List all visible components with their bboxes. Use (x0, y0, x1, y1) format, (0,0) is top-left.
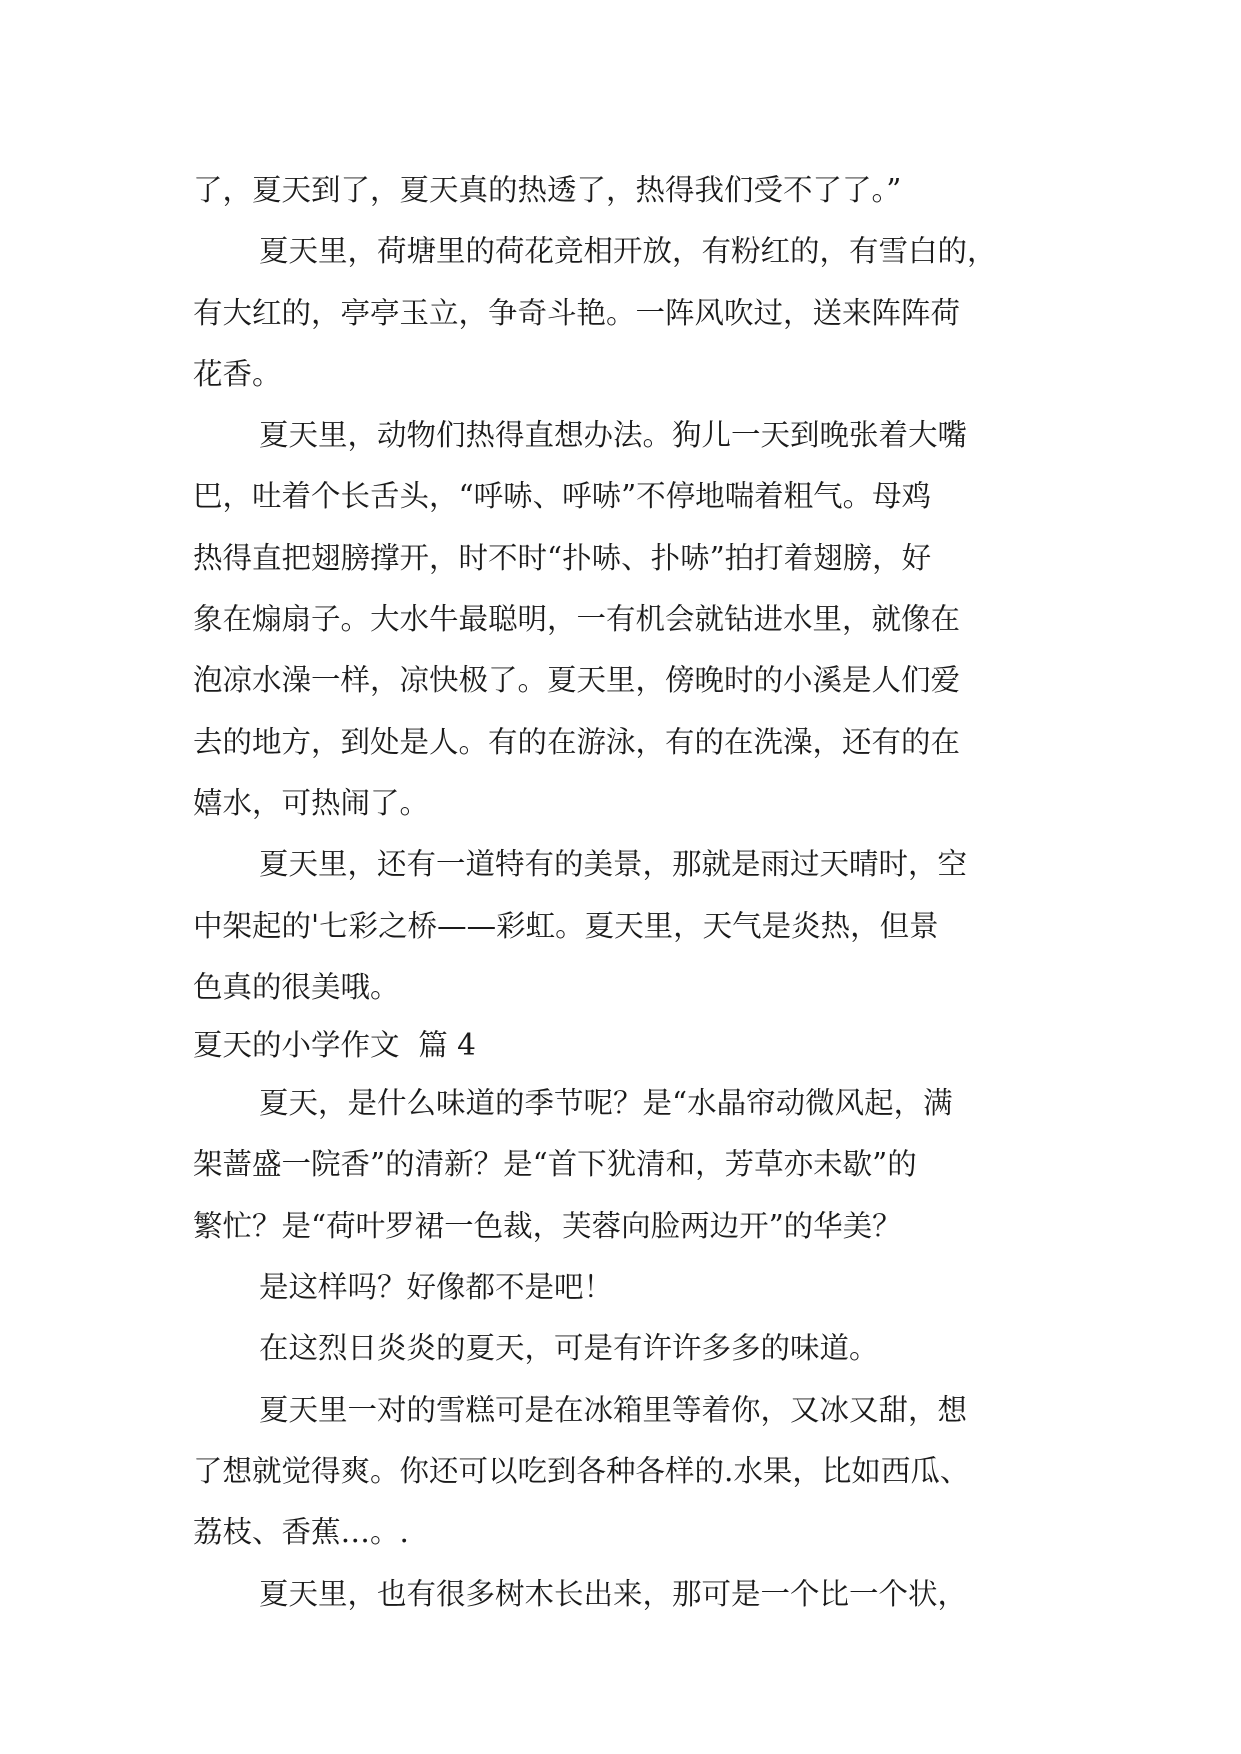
paragraph-line: 夏天里，荷塘里的荷花竞相开放，有粉红的，有雪白的， (259, 234, 997, 269)
paragraph-line: 了想就觉得爽。你还可以吃到各种各样的.水果，比如西瓜、 (193, 1453, 970, 1488)
paragraph-line: 荔枝、香蕉…。. (193, 1515, 409, 1550)
paragraph-line: 象在煽扇子。大水牛最聪明，一有机会就钻进水里，就像在 (193, 602, 961, 637)
paragraph-line: 在这烈日炎炎的夏天，可是有许许多多的味道。 (259, 1331, 879, 1366)
paragraph-line: 有大红的，亭亭玉立，争奇斗艳。一阵风吹过，送来阵阵荷 (193, 295, 961, 330)
section-heading: 夏天的小学作文 篇 4 (193, 1028, 476, 1063)
paragraph-line: 色真的很美哦。 (193, 969, 400, 1004)
essay-body (193, 160, 1053, 1625)
paragraph-line: 花香。 (193, 356, 282, 391)
paragraph-line: 夏天里，也有很多树木长出来，那可是一个比一个状， (259, 1576, 968, 1611)
paragraph-line: 了，夏天到了，夏天真的热透了，热得我们受不了了。” (193, 173, 902, 207)
paragraph-line: 架蔷盛一院香”的清新？是“首下犹清和，芳草亦未歇”的 (193, 1147, 917, 1182)
paragraph-line: 夏天里一对的雪糕可是在冰箱里等着你，又冰又甜，想 (259, 1392, 968, 1427)
paragraph-line: 繁忙？是“荷叶罗裙一色裁，芙蓉向脸两边开”的华美？ (193, 1208, 902, 1243)
paragraph-line: 巴，吐着个长舌头，“呼哧、呼哧”不停地喘着粗气。母鸡 (193, 479, 932, 514)
paragraph-line: 嬉水，可热闹了。 (193, 785, 430, 820)
paragraph-line: 是这样吗？好像都不是吧！ (259, 1270, 614, 1305)
paragraph-line: 去的地方，到处是人。有的在游泳，有的在洗澡，还有的在 (193, 724, 961, 759)
paragraph-line: 热得直把翅膀撑开，时不时“扑哧、扑哧”拍打着翅膀，好 (193, 540, 932, 575)
paragraph-line: 夏天里，动物们热得直想办法。狗儿一天到晚张着大嘴 (259, 418, 968, 453)
paragraph-line: 夏天，是什么味道的季节呢？是“水晶帘动微风起，满 (259, 1086, 953, 1121)
paragraph-line: 夏天里，还有一道特有的美景，那就是雨过天晴时，空 (259, 847, 968, 882)
paragraph-line: 泡凉水澡一样，凉快极了。夏天里，傍晚时的小溪是人们爱 (193, 663, 961, 698)
paragraph-line: 中架起的'七彩之桥——彩虹。夏天里，天气是炎热，但景 (193, 908, 939, 943)
